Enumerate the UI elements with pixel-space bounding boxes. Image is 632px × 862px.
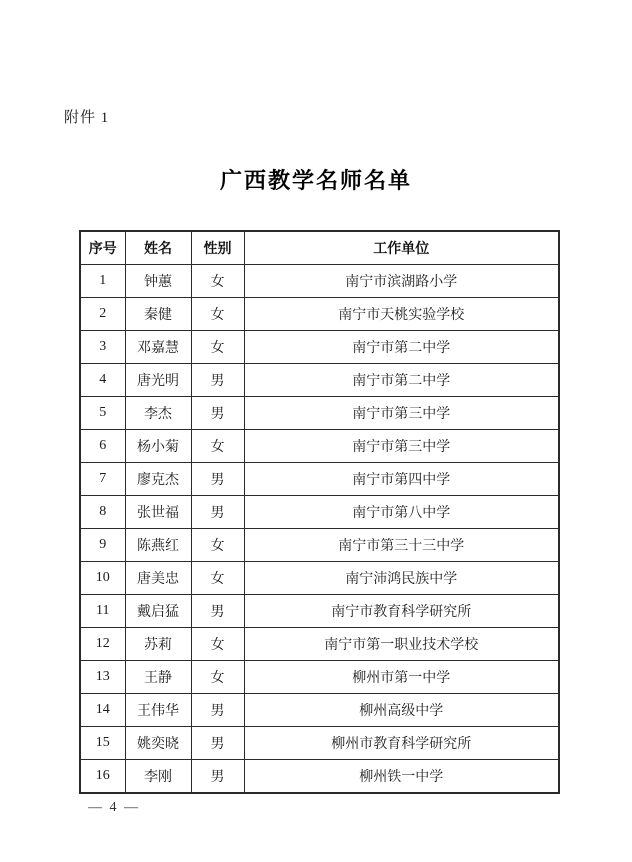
- table-row: [80, 364, 559, 397]
- table-row: [80, 331, 559, 364]
- cell-workunit: 南宁市第三中学: [244, 430, 559, 463]
- cell-workunit: 南宁市第四中学: [244, 463, 559, 496]
- cell-gender: 女: [191, 628, 244, 661]
- cell-name: 唐光明: [125, 364, 191, 397]
- cell-index: 15: [80, 727, 125, 760]
- page-number: — 4 —: [88, 800, 140, 815]
- table-body: [80, 265, 559, 794]
- cell-name: 陈燕红: [125, 529, 191, 562]
- cell-workunit: 南宁市第二中学: [244, 331, 559, 364]
- cell-index: 11: [80, 595, 125, 628]
- cell-name: 李刚: [125, 760, 191, 794]
- cell-name: 李杰: [125, 397, 191, 430]
- cell-index: 14: [80, 694, 125, 727]
- cell-gender: 男: [191, 727, 244, 760]
- table-row: [80, 727, 559, 760]
- cell-index: 2: [80, 298, 125, 331]
- table-row: [80, 298, 559, 331]
- cell-workunit: 南宁市教育科学研究所: [244, 595, 559, 628]
- table-row: [80, 265, 559, 298]
- cell-workunit: 南宁市滨湖路小学: [244, 265, 559, 298]
- cell-workunit: 柳州铁一中学: [244, 760, 559, 794]
- cell-index: 4: [80, 364, 125, 397]
- cell-gender: 男: [191, 595, 244, 628]
- cell-workunit: 南宁市第三十三中学: [244, 529, 559, 562]
- cell-name: 戴启猛: [125, 595, 191, 628]
- cell-gender: 女: [191, 562, 244, 595]
- attachment-label: 附件 1: [64, 110, 110, 126]
- cell-index: 5: [80, 397, 125, 430]
- cell-gender: 女: [191, 529, 244, 562]
- cell-workunit: 南宁市第八中学: [244, 496, 559, 529]
- cell-name: 苏莉: [125, 628, 191, 661]
- table-row: [80, 529, 559, 562]
- table-row: [80, 397, 559, 430]
- cell-workunit: 柳州市教育科学研究所: [244, 727, 559, 760]
- cell-index: 7: [80, 463, 125, 496]
- table-row: [80, 562, 559, 595]
- cell-workunit: 南宁市第二中学: [244, 364, 559, 397]
- cell-workunit: 南宁市第一职业技术学校: [244, 628, 559, 661]
- column-header-index: 序号: [80, 231, 125, 265]
- cell-index: 6: [80, 430, 125, 463]
- teachers-table: [79, 230, 560, 794]
- cell-gender: 男: [191, 694, 244, 727]
- table-row: [80, 463, 559, 496]
- cell-name: 张世福: [125, 496, 191, 529]
- cell-gender: 男: [191, 463, 244, 496]
- cell-name: 杨小菊: [125, 430, 191, 463]
- cell-index: 1: [80, 265, 125, 298]
- cell-name: 唐美忠: [125, 562, 191, 595]
- table-row: [80, 628, 559, 661]
- cell-gender: 女: [191, 661, 244, 694]
- table-row: [80, 661, 559, 694]
- cell-workunit: 南宁沛鸿民族中学: [244, 562, 559, 595]
- cell-index: 9: [80, 529, 125, 562]
- cell-name: 王静: [125, 661, 191, 694]
- cell-gender: 女: [191, 430, 244, 463]
- cell-name: 钟蕙: [125, 265, 191, 298]
- cell-workunit: 柳州高级中学: [244, 694, 559, 727]
- cell-index: 8: [80, 496, 125, 529]
- column-header-gender: 性别: [191, 231, 244, 265]
- cell-gender: 男: [191, 496, 244, 529]
- cell-workunit: 南宁市第三中学: [244, 397, 559, 430]
- column-header-workunit: 工作单位: [244, 231, 559, 265]
- cell-name: 姚奕晓: [125, 727, 191, 760]
- table-row: [80, 496, 559, 529]
- table-row: [80, 694, 559, 727]
- cell-gender: 男: [191, 397, 244, 430]
- page-title: 广西教学名师名单: [219, 168, 412, 193]
- table-row: [80, 430, 559, 463]
- cell-index: 16: [80, 760, 125, 794]
- table-header-row: [80, 231, 559, 265]
- cell-gender: 男: [191, 364, 244, 397]
- cell-index: 12: [80, 628, 125, 661]
- cell-name: 王伟华: [125, 694, 191, 727]
- cell-name: 邓嘉慧: [125, 331, 191, 364]
- cell-name: 秦健: [125, 298, 191, 331]
- cell-gender: 女: [191, 331, 244, 364]
- cell-index: 3: [80, 331, 125, 364]
- cell-gender: 男: [191, 760, 244, 794]
- cell-index: 10: [80, 562, 125, 595]
- cell-workunit: 南宁市天桃实验学校: [244, 298, 559, 331]
- cell-index: 13: [80, 661, 125, 694]
- cell-workunit: 柳州市第一中学: [244, 661, 559, 694]
- cell-name: 廖克杰: [125, 463, 191, 496]
- table-row: [80, 595, 559, 628]
- cell-gender: 女: [191, 265, 244, 298]
- column-header-name: 姓名: [125, 231, 191, 265]
- cell-gender: 女: [191, 298, 244, 331]
- table-row: [80, 760, 559, 794]
